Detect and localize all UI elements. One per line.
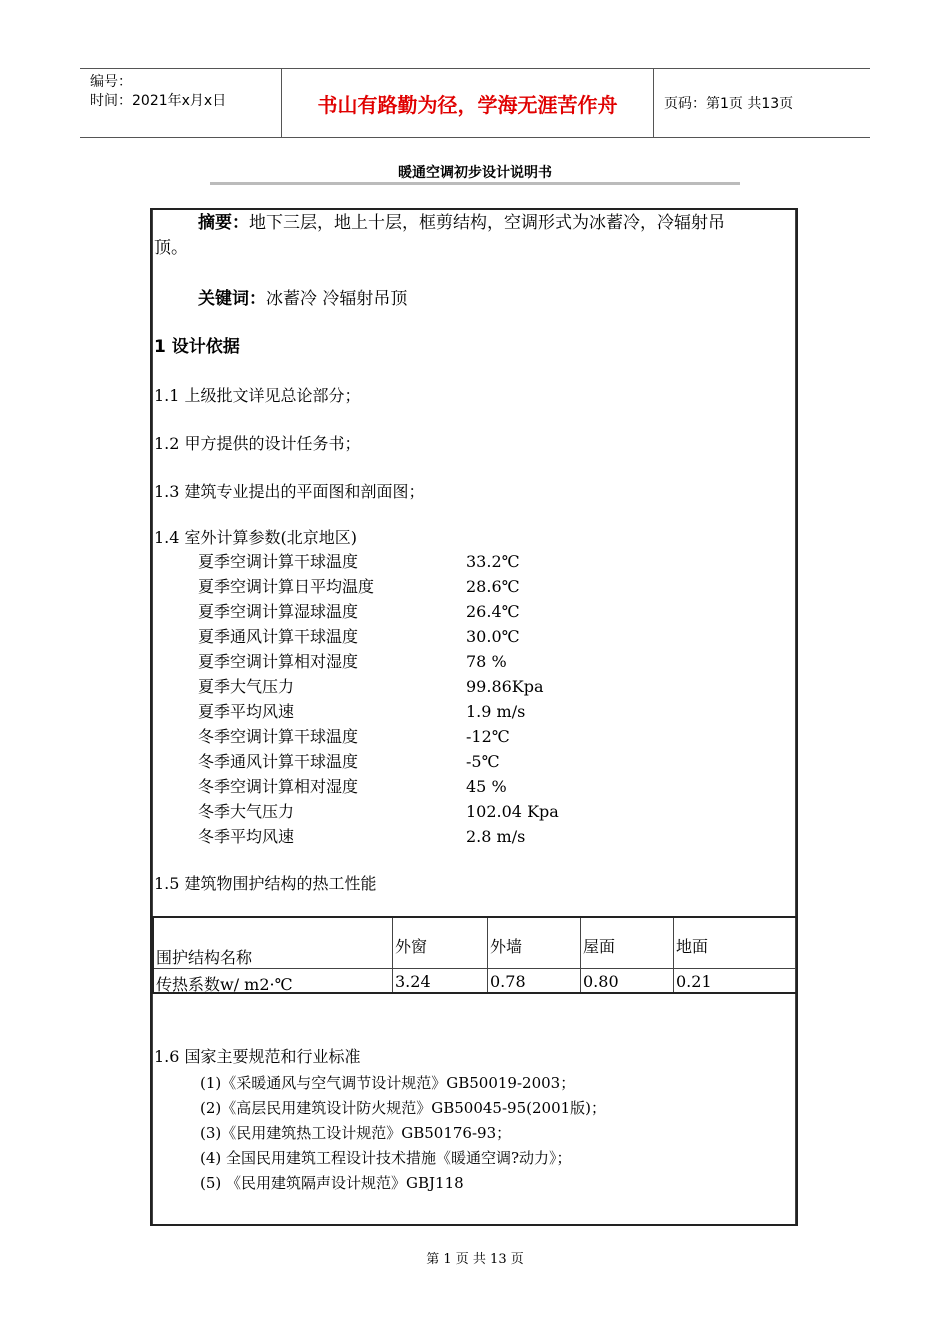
header-motto: 书山有路勤为径，学海无涯苦作舟	[317, 92, 618, 117]
thermal-table	[152, 916, 798, 994]
param-row	[198, 750, 500, 774]
standard-item: (1)《采暖通风与空气调节设计规范》GB50019-2003；	[200, 1074, 576, 1092]
param-value: -12℃	[466, 727, 510, 746]
table-cell: 3.24	[393, 969, 488, 992]
param-name: 冬季大气压力	[198, 802, 295, 821]
standard-item: (5) 《民用建筑隔声设计规范》GBJ118	[200, 1174, 464, 1192]
param-row	[198, 625, 520, 649]
param-name: 冬季空调计算相对湿度	[198, 777, 359, 796]
param-value: 33.2℃	[466, 552, 520, 571]
abstract-label: 摘要：	[198, 213, 249, 233]
param-row	[198, 725, 510, 749]
param-value: 26.4℃	[466, 602, 520, 621]
param-value: 30.0℃	[466, 627, 520, 646]
param-name: 冬季通风计算干球温度	[198, 752, 359, 771]
table-header-cell: 外窗	[393, 918, 488, 968]
param-value: 2.8 m/s	[466, 827, 526, 846]
param-name: 夏季通风计算干球温度	[198, 627, 359, 646]
param-row	[198, 600, 520, 624]
header-meta	[90, 69, 285, 137]
param-name: 夏季平均风速	[198, 702, 295, 721]
param-value: 78 %	[466, 652, 507, 671]
standard-item: (2)《高层民用建筑设计防火规范》GB50045-95(2001版)；	[200, 1099, 607, 1117]
param-value: -5℃	[466, 752, 500, 771]
param-value: 45 %	[466, 777, 507, 796]
abstract-text: 地下三层，地上十层，框剪结构，空调形式为冰蓄冷，冷辐射吊	[249, 213, 725, 233]
param-row	[198, 575, 520, 599]
param-name: 夏季空调计算日平均温度	[198, 577, 375, 596]
list-item: 1.1 上级批文详见总论部分；	[154, 386, 361, 405]
param-row	[198, 775, 507, 799]
table-header-cell: 屋面	[581, 918, 674, 968]
param-row	[198, 825, 526, 849]
section-heading: 1 设计依据	[154, 337, 240, 357]
param-value: 102.04 Kpa	[466, 802, 559, 821]
param-name: 冬季空调计算干球温度	[198, 727, 359, 746]
param-name: 夏季大气压力	[198, 677, 295, 696]
table-cell: 0.80	[581, 969, 674, 992]
param-value: 1.9 m/s	[466, 702, 526, 721]
param-row	[198, 675, 544, 699]
keywords-label: 关键词：	[198, 289, 266, 309]
header-divider	[653, 69, 654, 137]
page-header	[80, 68, 870, 138]
abstract-line2: 顶。	[154, 238, 188, 258]
title-underline	[210, 182, 740, 185]
document-title: 暖通空调初步设计说明书	[398, 165, 552, 181]
keywords-text: 冰蓄冷 冷辐射吊顶	[266, 289, 408, 309]
time-label: 时间：2021年x月x日	[90, 93, 227, 109]
table-header-cell: 围护结构名称	[154, 918, 393, 968]
param-row	[198, 650, 507, 674]
number-label: 编号：	[90, 74, 132, 90]
table-cell: 0.21	[676, 972, 712, 991]
param-name: 夏季空调计算干球温度	[198, 552, 359, 571]
table-cell: 传热系数w/ m2·℃	[154, 969, 393, 992]
page-footer: 第 1 页 共 13 页	[426, 1252, 524, 1267]
list-item: 1.6 国家主要规范和行业标准	[154, 1047, 361, 1066]
table-cell: 0.78	[488, 969, 581, 992]
param-name: 夏季空调计算湿球温度	[198, 602, 359, 621]
abstract-line1	[198, 213, 725, 233]
param-row	[198, 700, 526, 724]
param-value: 99.86Kpa	[466, 677, 544, 696]
keywords	[198, 289, 407, 309]
param-row	[198, 550, 520, 574]
header-page-info: 页码：第1页 共13页	[664, 96, 794, 112]
param-name: 夏季空调计算相对湿度	[198, 652, 359, 671]
param-value: 28.6℃	[466, 577, 520, 596]
list-item: 1.5 建筑物围护结构的热工性能	[154, 874, 377, 893]
table-header-cell: 外墙	[488, 918, 581, 968]
list-item: 1.2 甲方提供的设计任务书；	[154, 434, 361, 453]
list-item: 1.3 建筑专业提出的平面图和剖面图；	[154, 482, 425, 501]
list-item: 1.4 室外计算参数(北京地区)	[154, 528, 358, 547]
table-header-cell: 地面	[676, 937, 709, 956]
standard-item: (3)《民用建筑热工设计规范》GB50176-93；	[200, 1124, 512, 1142]
param-row	[198, 800, 559, 824]
standard-item: (4) 全国民用建筑工程设计技术措施《暖通空调?动力》；	[200, 1149, 572, 1167]
param-name: 冬季平均风速	[198, 827, 295, 846]
